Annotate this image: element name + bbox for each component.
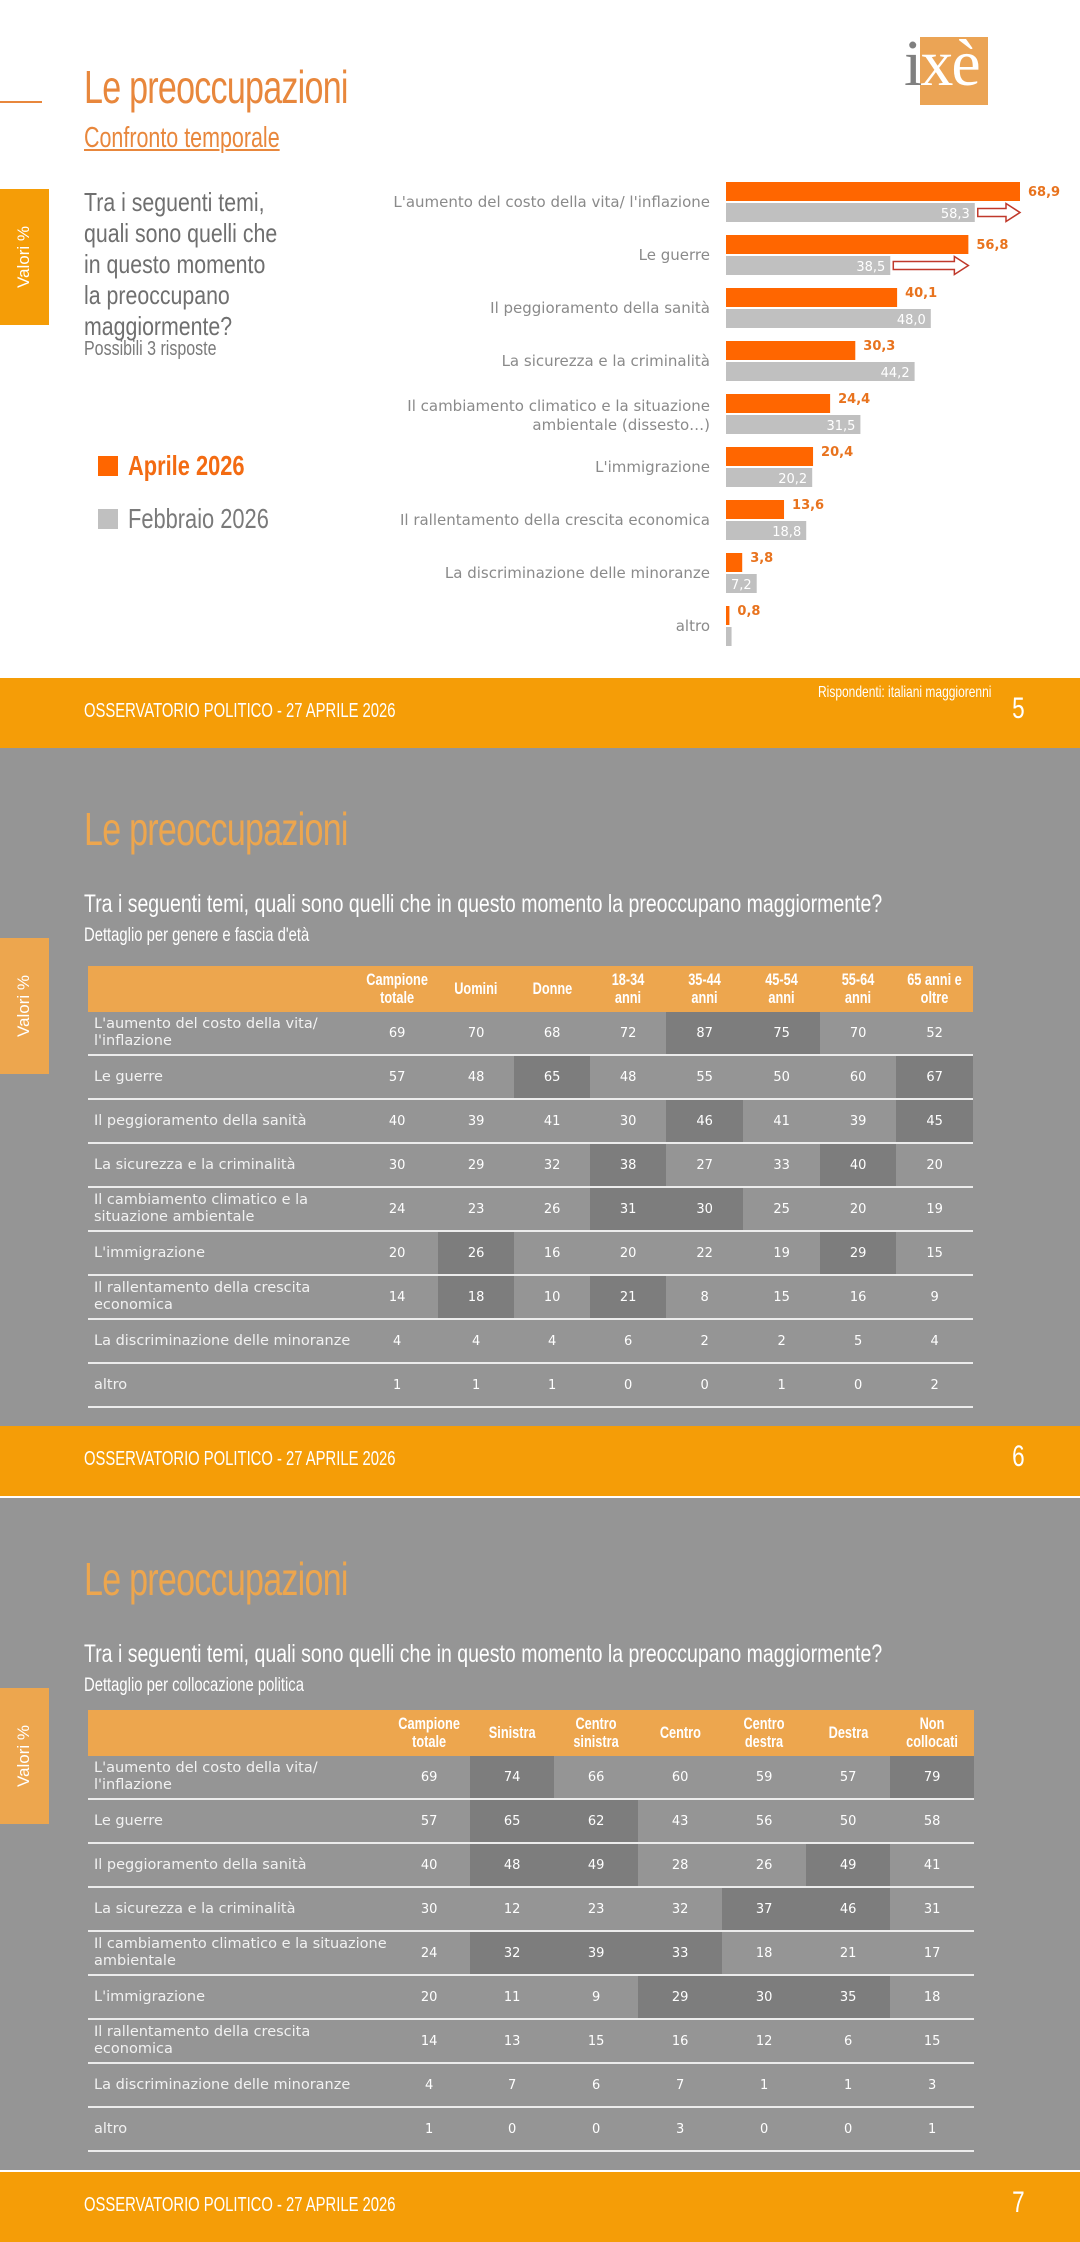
table-cell: 65 xyxy=(470,1799,554,1843)
table-cell: 40 xyxy=(388,1843,470,1887)
table-cell: 30 xyxy=(388,1887,470,1931)
table-cell: 69 xyxy=(388,1756,470,1799)
data-table-political xyxy=(88,1710,974,2152)
table-cell: 26 xyxy=(438,1231,514,1275)
data-label-april: 68,9 xyxy=(1028,185,1061,200)
table-cell: 15 xyxy=(890,2019,974,2063)
row-label: altro xyxy=(88,2107,388,2151)
table-cell: 48 xyxy=(470,1843,554,1887)
table-cell: 1 xyxy=(514,1363,590,1407)
values-percent-tab: Valori % xyxy=(0,1688,49,1824)
footer-text: OSSERVATORIO POLITICO - 27 APRILE 2026 xyxy=(84,1448,396,1470)
values-percent-tab: Valori % xyxy=(0,938,49,1074)
slide-6-gender-age xyxy=(0,748,1080,1473)
table-cell: 60 xyxy=(638,1756,722,1799)
row-label: Il peggioramento della sanità xyxy=(88,1099,356,1143)
table-cell: 4 xyxy=(514,1319,590,1363)
table-cell: 7 xyxy=(470,2063,554,2107)
table-cell: 48 xyxy=(590,1055,666,1099)
slide-5-time-comparison xyxy=(0,0,1080,725)
table-cell: 12 xyxy=(470,1887,554,1931)
column-header xyxy=(88,966,356,1012)
column-header: Centro xyxy=(638,1710,722,1756)
table-cell: 41 xyxy=(514,1099,590,1143)
footer-text: OSSERVATORIO POLITICO - 27 APRILE 2026 xyxy=(84,700,396,722)
page-number: 5 xyxy=(1012,692,1025,725)
slide-7-political xyxy=(0,1498,1080,2170)
table-row xyxy=(88,1756,974,1799)
table-cell: 3 xyxy=(890,2063,974,2107)
increase-arrow-icon xyxy=(978,204,1020,222)
table-cell: 20 xyxy=(388,1975,470,2019)
bar-april xyxy=(726,500,784,519)
table-cell: 6 xyxy=(806,2019,890,2063)
row-label: Il cambiamento climatico e la situazione ambientale xyxy=(88,1931,388,1975)
footer xyxy=(0,2172,1080,2242)
table-cell: 7 xyxy=(638,2063,722,2107)
table-cell: 38 xyxy=(590,1143,666,1187)
table-cell: 43 xyxy=(638,1799,722,1843)
row-label: La sicurezza e la criminalità xyxy=(88,1887,388,1931)
footer xyxy=(0,678,1080,748)
table-cell: 37 xyxy=(722,1887,806,1931)
table-cell: 66 xyxy=(554,1756,638,1799)
table-row xyxy=(88,1799,974,1843)
table-cell: 27 xyxy=(666,1143,743,1187)
table-cell: 32 xyxy=(470,1931,554,1975)
table-cell: 70 xyxy=(438,1012,514,1055)
table-cell: 0 xyxy=(722,2107,806,2151)
bar-chart xyxy=(0,0,1080,678)
table-cell: 24 xyxy=(388,1931,470,1975)
row-label: L'aumento del costo della vita/ l'inflazione xyxy=(88,1756,388,1799)
table-cell: 87 xyxy=(666,1012,743,1055)
table-cell: 16 xyxy=(638,2019,722,2063)
table-cell: 50 xyxy=(806,1799,890,1843)
data-label-april: 13,6 xyxy=(792,498,825,513)
table-cell: 49 xyxy=(806,1843,890,1887)
column-header: Centro sinistra xyxy=(554,1710,638,1756)
category-label: La sicurezza e la criminalità xyxy=(501,352,710,370)
values-percent-tab: Valori % xyxy=(0,189,49,325)
table-cell: 16 xyxy=(514,1231,590,1275)
answers-note: Possibili 3 risposte xyxy=(84,338,217,360)
table-row xyxy=(88,2063,974,2107)
table-cell: 50 xyxy=(743,1055,820,1099)
data-label-february: 31,5 xyxy=(826,419,856,434)
table-cell: 0 xyxy=(820,1363,896,1407)
table-cell: 26 xyxy=(722,1843,806,1887)
table-cell: 33 xyxy=(743,1143,820,1187)
table-cell: 40 xyxy=(356,1099,438,1143)
page-title: Le preoccupazioni xyxy=(84,1553,348,1605)
column-header: Sinistra xyxy=(470,1710,554,1756)
table-cell: 0 xyxy=(806,2107,890,2151)
column-header: Centro destra xyxy=(722,1710,806,1756)
column-header: Uomini xyxy=(438,966,514,1012)
data-label-april: 20,4 xyxy=(821,445,854,460)
row-label: La discriminazione delle minoranze xyxy=(88,2063,388,2107)
table-subtitle: Dettaglio per collocazione politica xyxy=(84,1675,304,1696)
question-text: Tra i seguenti temi, quali sono quelli che in questo momento la preoccupano maggiormente? xyxy=(84,1640,883,1668)
table-cell: 6 xyxy=(554,2063,638,2107)
data-label-february: 18,8 xyxy=(772,525,802,540)
table-row xyxy=(88,2019,974,2063)
table-row xyxy=(88,1275,973,1319)
table-cell: 16 xyxy=(820,1275,896,1319)
category-label: L'immigrazione xyxy=(595,458,710,476)
data-label-april: 30,3 xyxy=(863,339,896,354)
table-cell: 0 xyxy=(666,1363,743,1407)
table-cell: 9 xyxy=(554,1975,638,2019)
table-cell: 46 xyxy=(806,1887,890,1931)
data-label-april: 0,8 xyxy=(737,604,761,619)
column-header: Non collocati xyxy=(890,1710,974,1756)
footer xyxy=(0,1426,1080,1496)
table-row xyxy=(88,1843,974,1887)
table-cell: 18 xyxy=(722,1931,806,1975)
table-cell: 0 xyxy=(554,2107,638,2151)
table-cell: 15 xyxy=(896,1231,973,1275)
table-cell: 1 xyxy=(356,1363,438,1407)
table-cell: 21 xyxy=(806,1931,890,1975)
table-subtitle: Dettaglio per genere e fascia d'età xyxy=(84,925,310,946)
category-label: altro xyxy=(675,617,710,635)
table-cell: 57 xyxy=(356,1055,438,1099)
table-cell: 74 xyxy=(470,1756,554,1799)
table-cell: 29 xyxy=(638,1975,722,2019)
table-cell: 6 xyxy=(590,1319,666,1363)
table-cell: 14 xyxy=(356,1275,438,1319)
table-cell: 58 xyxy=(890,1799,974,1843)
table-cell: 1 xyxy=(743,1363,820,1407)
data-label-february: 48,0 xyxy=(896,313,926,328)
legend-item-april: Aprile 2026 xyxy=(98,450,277,482)
row-label: Le guerre xyxy=(88,1055,356,1099)
table-cell: 19 xyxy=(743,1231,820,1275)
category-label: Il peggioramento della sanità xyxy=(490,299,710,317)
table-cell: 29 xyxy=(438,1143,514,1187)
table-cell: 24 xyxy=(356,1187,438,1231)
table-cell: 26 xyxy=(514,1187,590,1231)
bar-april xyxy=(726,553,742,572)
data-label-april: 40,1 xyxy=(905,286,938,301)
table-cell: 39 xyxy=(554,1931,638,1975)
table-cell: 30 xyxy=(590,1099,666,1143)
column-header: Destra xyxy=(806,1710,890,1756)
bar-february xyxy=(726,627,732,646)
table-row xyxy=(88,2107,974,2151)
table-row xyxy=(88,1143,973,1187)
table-cell: 14 xyxy=(388,2019,470,2063)
table-cell: 3 xyxy=(638,2107,722,2151)
table-cell: 57 xyxy=(388,1799,470,1843)
table-cell: 46 xyxy=(666,1099,743,1143)
table-cell: 31 xyxy=(890,1887,974,1931)
table-cell: 23 xyxy=(438,1187,514,1231)
table-cell: 40 xyxy=(820,1143,896,1187)
row-label: La discriminazione delle minoranze xyxy=(88,1319,356,1363)
column-header: Campione totale xyxy=(356,966,438,1012)
table-cell: 17 xyxy=(890,1931,974,1975)
data-label-april: 56,8 xyxy=(976,238,1009,253)
table-cell: 62 xyxy=(554,1799,638,1843)
table-cell: 1 xyxy=(890,2107,974,2151)
table-cell: 22 xyxy=(666,1231,743,1275)
table-cell: 39 xyxy=(820,1099,896,1143)
data-label-february: 7,2 xyxy=(731,578,752,593)
row-label: Il rallentamento della crescita economica xyxy=(88,2019,388,2063)
table-row xyxy=(88,1887,974,1931)
table-cell: 25 xyxy=(743,1187,820,1231)
question-text: Tra i seguenti temi, quali sono quelli che in questo momento la preoccupano maggiormente? xyxy=(84,890,883,918)
page-number: 6 xyxy=(1012,1440,1025,1473)
table-cell: 0 xyxy=(590,1363,666,1407)
table-row xyxy=(88,1363,973,1407)
table-cell: 10 xyxy=(514,1275,590,1319)
table-cell: 72 xyxy=(590,1012,666,1055)
table-row xyxy=(88,1231,973,1275)
table-cell: 30 xyxy=(722,1975,806,2019)
row-label: Il peggioramento della sanità xyxy=(88,1843,388,1887)
category-label: La discriminazione delle minoranze xyxy=(444,564,710,582)
table-cell: 57 xyxy=(806,1756,890,1799)
table-cell: 1 xyxy=(722,2063,806,2107)
data-label-april: 3,8 xyxy=(750,551,774,566)
table-cell: 2 xyxy=(896,1363,973,1407)
table-cell: 4 xyxy=(896,1319,973,1363)
data-label-february: 44,2 xyxy=(880,366,910,381)
table-cell: 41 xyxy=(890,1843,974,1887)
bar-april xyxy=(726,235,968,254)
table-cell: 39 xyxy=(438,1099,514,1143)
table-cell: 32 xyxy=(514,1143,590,1187)
table-cell: 4 xyxy=(388,2063,470,2107)
table-cell: 2 xyxy=(743,1319,820,1363)
footer-text: OSSERVATORIO POLITICO - 27 APRILE 2026 xyxy=(84,2194,396,2216)
page-subtitle: Confronto temporale xyxy=(84,122,280,154)
table-cell: 23 xyxy=(554,1887,638,1931)
table-cell: 20 xyxy=(820,1187,896,1231)
table-cell: 21 xyxy=(590,1275,666,1319)
column-header: Donne xyxy=(514,966,590,1012)
table-row xyxy=(88,1187,973,1231)
bar-february xyxy=(726,203,975,222)
table-cell: 0 xyxy=(470,2107,554,2151)
table-cell: 20 xyxy=(896,1143,973,1187)
table-cell: 18 xyxy=(438,1275,514,1319)
table-cell: 28 xyxy=(638,1843,722,1887)
table-cell: 11 xyxy=(470,1975,554,2019)
category-label: Il rallentamento della crescita economica xyxy=(399,511,710,529)
table-cell: 8 xyxy=(666,1275,743,1319)
increase-arrow-icon xyxy=(893,257,968,275)
table-cell: 30 xyxy=(666,1187,743,1231)
table-header-row xyxy=(88,1710,974,1756)
row-label: L'immigrazione xyxy=(88,1975,388,2019)
table-cell: 1 xyxy=(438,1363,514,1407)
table-cell: 33 xyxy=(638,1931,722,1975)
column-header xyxy=(88,1710,388,1756)
table-cell: 2 xyxy=(666,1319,743,1363)
row-label: Il cambiamento climatico e la situazione ambientale xyxy=(88,1187,356,1231)
table-cell: 69 xyxy=(356,1012,438,1055)
table-cell: 68 xyxy=(514,1012,590,1055)
table-cell: 20 xyxy=(356,1231,438,1275)
table-cell: 75 xyxy=(743,1012,820,1055)
legend-item-february: Febbraio 2026 xyxy=(98,503,309,535)
bar-april xyxy=(726,288,897,307)
table-cell: 12 xyxy=(722,2019,806,2063)
table-cell: 52 xyxy=(896,1012,973,1055)
table-cell: 20 xyxy=(590,1231,666,1275)
row-label: L'aumento del costo della vita/ l'inflazione xyxy=(88,1012,356,1055)
column-header: 55-64 anni xyxy=(820,966,896,1012)
table-cell: 70 xyxy=(820,1012,896,1055)
table-cell: 79 xyxy=(890,1756,974,1799)
table-cell: 30 xyxy=(356,1143,438,1187)
data-table-gender-age xyxy=(88,966,973,1408)
table-cell: 5 xyxy=(820,1319,896,1363)
page-number: 7 xyxy=(1012,2186,1025,2219)
row-label: La sicurezza e la criminalità xyxy=(88,1143,356,1187)
table-cell: 19 xyxy=(896,1187,973,1231)
row-label: altro xyxy=(88,1363,356,1407)
table-cell: 29 xyxy=(820,1231,896,1275)
category-label: L'aumento del costo della vita/ l'inflazione xyxy=(393,193,710,211)
table-cell: 65 xyxy=(514,1055,590,1099)
category-label: Le guerre xyxy=(638,246,710,264)
table-cell: 13 xyxy=(470,2019,554,2063)
table-cell: 60 xyxy=(820,1055,896,1099)
table-cell: 35 xyxy=(806,1975,890,2019)
bar-april xyxy=(726,341,855,360)
question-text: Tra i seguenti temi, quali sono quelli che in questo momento la preoccupano maggiormente? xyxy=(84,187,278,341)
table-row xyxy=(88,1099,973,1143)
respondents-note: Rispondenti: italiani maggiorenni xyxy=(818,684,992,701)
column-header: 45-54 anni xyxy=(743,966,820,1012)
table-cell: 1 xyxy=(806,2063,890,2107)
ixe-logo: ixè xyxy=(904,36,988,106)
column-header: 18-34 anni xyxy=(590,966,666,1012)
column-header: Campione totale xyxy=(388,1710,470,1756)
table-cell: 45 xyxy=(896,1099,973,1143)
table-cell: 4 xyxy=(438,1319,514,1363)
table-cell: 41 xyxy=(743,1099,820,1143)
table-cell: 49 xyxy=(554,1843,638,1887)
table-row xyxy=(88,1931,974,1975)
row-label: L'immigrazione xyxy=(88,1231,356,1275)
bar-april xyxy=(726,606,729,625)
table-cell: 32 xyxy=(638,1887,722,1931)
table-cell: 9 xyxy=(896,1275,973,1319)
row-label: Il rallentamento della crescita economica xyxy=(88,1275,356,1319)
page-title: Le preoccupazioni xyxy=(84,61,348,113)
page-title: Le preoccupazioni xyxy=(84,803,348,855)
table-cell: 59 xyxy=(722,1756,806,1799)
table-row xyxy=(88,1319,973,1363)
bar-april xyxy=(726,447,813,466)
data-label-february: 58,3 xyxy=(940,207,970,222)
table-cell: 4 xyxy=(356,1319,438,1363)
table-cell: 48 xyxy=(438,1055,514,1099)
category-label: Il cambiamento climatico e la situazione ambientale (dissesto…) xyxy=(407,397,710,434)
data-label-february: 20,2 xyxy=(778,472,808,487)
column-header: 35-44 anni xyxy=(666,966,743,1012)
table-row xyxy=(88,1975,974,2019)
table-cell: 31 xyxy=(590,1187,666,1231)
data-label-february: 38,5 xyxy=(856,260,886,275)
table-row xyxy=(88,1012,973,1055)
table-header-row xyxy=(88,966,973,1012)
table-cell: 15 xyxy=(743,1275,820,1319)
table-cell: 18 xyxy=(890,1975,974,2019)
table-cell: 56 xyxy=(722,1799,806,1843)
data-label-april: 24,4 xyxy=(838,392,871,407)
row-label: Le guerre xyxy=(88,1799,388,1843)
table-cell: 67 xyxy=(896,1055,973,1099)
table-cell: 55 xyxy=(666,1055,743,1099)
table-row xyxy=(88,1055,973,1099)
column-header: 65 anni e oltre xyxy=(896,966,973,1012)
bar-april xyxy=(726,182,1020,201)
table-cell: 15 xyxy=(554,2019,638,2063)
table-cell: 1 xyxy=(388,2107,470,2151)
bar-april xyxy=(726,394,830,413)
